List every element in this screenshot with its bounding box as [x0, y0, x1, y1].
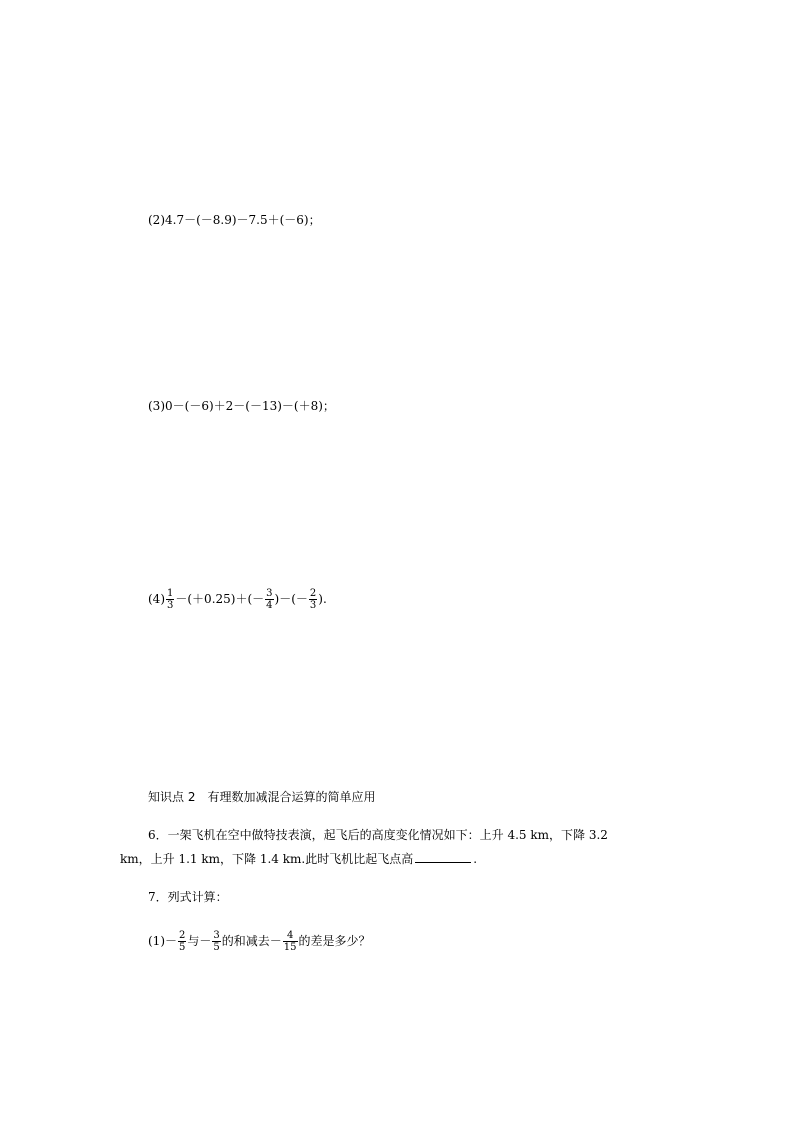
question-6-line2: [120, 850, 477, 867]
problem-4-label: (4): [148, 592, 165, 606]
question-6-end: .: [473, 852, 478, 866]
problem-3: [148, 398, 335, 414]
problem-4-end: ).: [318, 592, 327, 606]
section-title: 知识点 2 有理数加减混合运算的简单应用: [148, 790, 376, 804]
answer-blank[interactable]: [415, 850, 471, 863]
question-7-title: [148, 889, 228, 905]
problem-3-text: (3)0－(－6)＋2－(－13)－(＋8)；: [148, 399, 335, 413]
problem-4-mid2: )－(－: [274, 592, 308, 606]
question-6-line1: [148, 827, 608, 843]
question-7-sub1: [148, 930, 371, 953]
problem-4: [148, 588, 327, 611]
q7-sub1-mid2: 的和减去－: [221, 934, 282, 948]
problem-4-mid1: －(＋0.25)＋(－: [175, 592, 265, 606]
q7-sub1-mid1: 与－: [187, 934, 212, 948]
q7-sub1-end: 的差是多少？: [298, 934, 371, 948]
fraction-three-quarters: $\frac{3}{4}$: [266, 588, 273, 611]
fraction-one-third: $\frac{1}{3}$: [167, 588, 174, 611]
question-6-text-2: km，上升 1.1 km，下降 1.4 km.此时飞机比起飞点高: [120, 852, 414, 866]
problem-2: [148, 212, 321, 228]
section-heading: [148, 789, 375, 805]
fraction-four-fifteenths: $\frac{4}{15}$: [283, 930, 297, 953]
question-6-text-1: 6．一架飞机在空中做特技表演，起飞后的高度变化情况如下：上升 4.5 km，下降 3.2: [148, 828, 608, 842]
fraction-three-fifths: $\frac{3}{5}$: [213, 930, 220, 953]
fraction-two-fifths: $\frac{2}{5}$: [179, 930, 186, 953]
fraction-two-thirds: $\frac{2}{3}$: [309, 588, 317, 611]
question-7-text: 7．列式计算：: [148, 890, 228, 904]
q7-sub1-label: (1)－: [148, 934, 177, 948]
problem-2-text: (2)4.7－(－8.9)－7.5＋(－6)；: [148, 213, 321, 227]
